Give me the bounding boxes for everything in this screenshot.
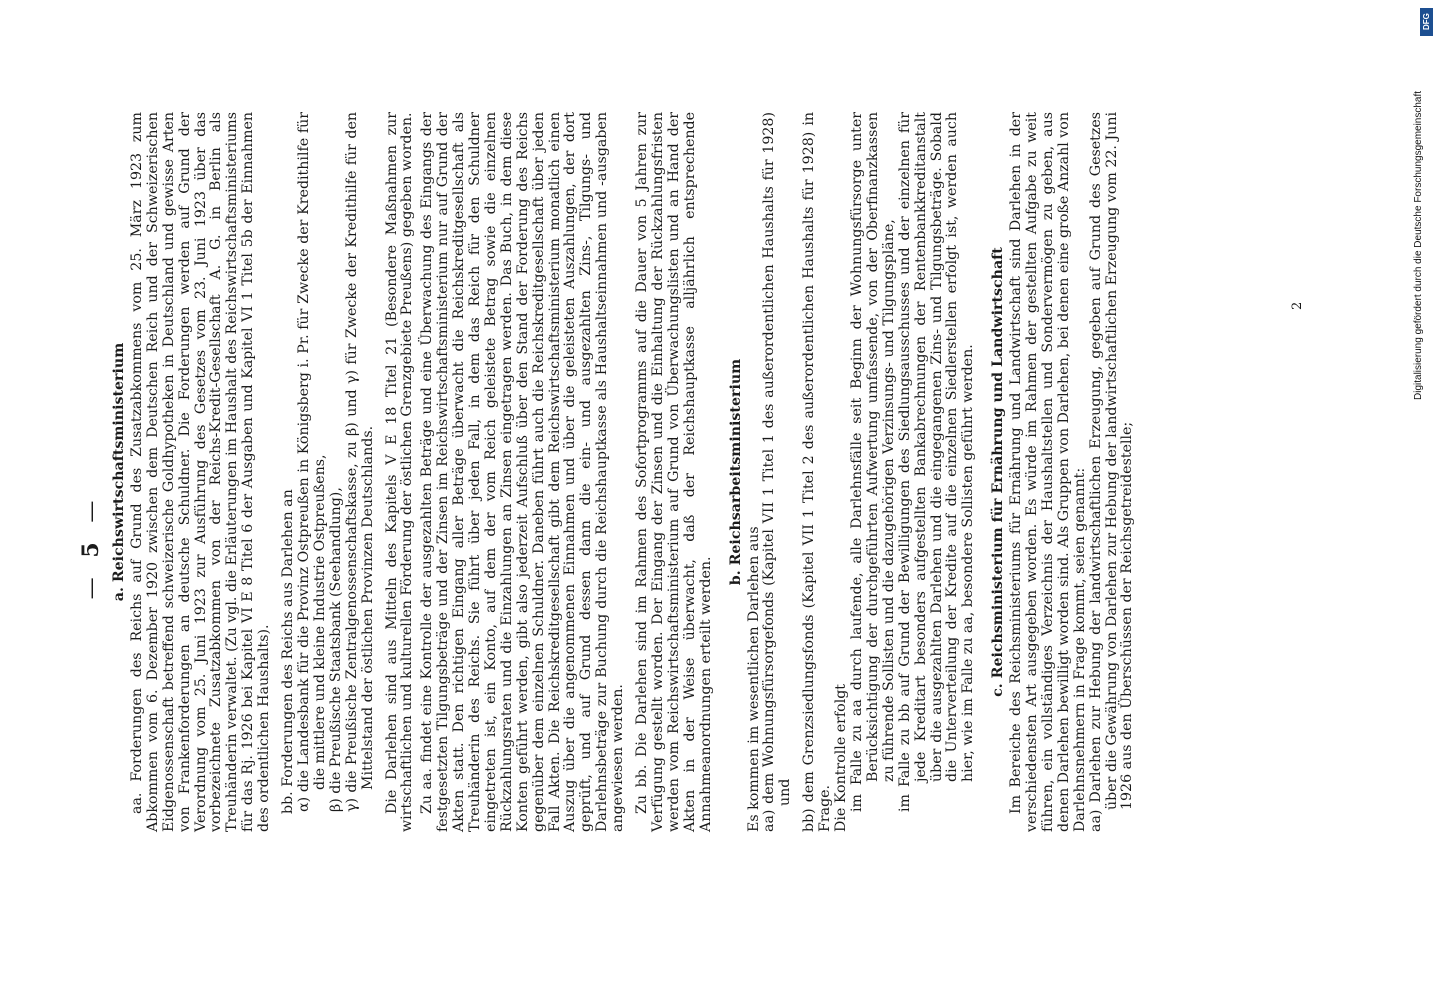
section-a-beta: β) die Preußische Staatsbank (Seehandlung),	[327, 487, 344, 812]
digitization-note: Digitalisierung gefördert durch die Deutsche Forschungsgemeinschaft	[1413, 90, 1424, 400]
section-a-heading: a. Reichswirtschaftsministerium	[111, 342, 127, 602]
section-a-p1: Die Darlehen sind aus Mitteln des Kapitels V E 18 Titel 21 (Besondere Maßnahmen zur wirtschaftlichen und kulturellen Förderung der östlichen Grenzgebiete Preußens) gegeben worden.	[383, 112, 416, 832]
footer-number: 2	[1290, 301, 1305, 310]
dfg-logo: DFG	[1420, 8, 1433, 36]
section-c-heading: c. Reichsministerium für Ernährung und Landwirtschaft	[990, 247, 1007, 697]
section-b-control: Die Kontrolle erfolgt	[833, 683, 850, 832]
section-b-c1: im Falle zu aa durch laufende, alle Darlehnsfälle seit Beginn der Wohnungsfürsorge unter Berücksichtigung der durchgeführten Aufwertung umfassende, von der Oberfinanzkassen zu führende Sollisten und die dazugehörigen Verzinsungs- und Tilgungspläne,	[848, 112, 897, 812]
section-b-intro: Es kommen im wesentlichen Darlehen aus	[745, 526, 762, 832]
section-a-p3: Zu bb. Die Darlehen sind im Rahmen des Sofortprogramms auf die Dauer von 5 Jahren zur Verfügung gestellt worden. Der Eingang der Zinsen und die Einhaltung der Rückzahlungsfristen werden vom Reichswirtschaftsministerium auf Grund von Überwachungslisten und an Hand der Akten in der Weise überwacht, daß der Reichshauptkasse alljährlich entsprechende Annahmeanordnungen erteilt werden.	[634, 112, 714, 832]
section-b-heading: b. Reichsarbeitsministerium	[727, 358, 744, 586]
section-a-p2: Zu aa. findet eine Kontrolle der ausgezahlten Beträge und eine Überwachung des Eingangs der festgesetzten Tilgungsbeträge und der Zinsen im Reichswirtschaftsministerium nur auf Grund der Akten statt. Den richtigen Eingang aller Beträge überwacht die Reichskreditgesellschaft als Treuhänderin des Reichs. Sie führt über jeden Fall, in dem das Reich für den Schuldner eingetreten ist, ein Konto, auf dem der vom Reich geleistete Betrag sowie die einzelnen Rückzahlungsraten und die Einzahlungen an Zinsen eingetragen werden. Das Buch, in dem diese Konten geführt werden, gibt also jederzeit Aufschluß über den Stand der Forderung des Reichs gegenüber dem einzelnen Schuldner. Daneben führt auch die Reichskreditgesellschaft über jeden Fall Akten. Die Reichskreditgesellschaft gibt dem Reichswirtschaftsministerium monatlich einen Auszug über die angenommenen Einnahmen und über die geleisteten Auszahlungen, der dort geprüft, und auf Grund dessen dann die ein- und ausgezahlten Zins-, Tilgungs- und Darlehnsbeträge zur Buchung durch die Reichshauptkasse als Haushaltseinnahmen und -ausgaben angewiesen werden.	[419, 112, 627, 832]
section-c-p1: Im Bereiche des Reichsministeriums für Ernährung und Landwirtschaft sind Darlehen in der verschiedensten Art ausgegeben worden. Es würde im Rahmen der gestellten Aufgabe zu weit führen, ein vollständiges Verzeichnis der Haushaltstellen und Sondervermögen zu geben, aus denen Darlehen bewilligt worden sind. Als Gruppen von Darlehen, bei denen eine große Anzahl von Darlehnsnehmern in Frage kommt, seien genannt:	[1008, 112, 1088, 832]
section-c-aa: aa) Darlehen zur Hebung der landwirtschaftlichen Erzeugung, gegeben auf Grund des Gesetzes über die Gewährung von Darlehen zur Hebung der landwirtschaftlichen Erzeugung vom 22. Juni 1926 aus den Überschüssen der Reichsgetreidestelle;	[1087, 112, 1136, 832]
section-a-gamma: γ) die Preußische Zentralgenossenschaftskasse, zu β) und γ) für Zwecke der Kredithilfe für den Mittelstand der östlichen Provinzen Deutschlands.	[343, 112, 376, 812]
page-number: — 5 —	[78, 500, 104, 600]
section-a-aa: aa. Forderungen des Reichs auf Grund des Zusatzabkommens vom 25. März 1923 zum Abkommen vom 6. Dezember 1920 zwischen dem Deutschen Reich und der Schweizerischen Eidgenossenschaft betreffend schweizerische Goldhypotheken in Deutschland und gewisse Arten von Frankenforderungen an deutsche Schuldner. Die Forderungen werden auf Grund der Verordnung vom 25. Juni 1923 zur Ausführung des Gesetzes vom 23. Juni 1923 über das vorbezeichnete Zusatzabkommen von der Reichs-Kredit-Gesellschaft A. G. in Berlin als Treuhänderin verwaltet. (Zu vgl. die Erläuterungen im Haushalt des Reichswirtschaftsministeriums für das Rj. 1926 bei Kapitel VI E 8 Titel 6 der Ausgaben und Kapitel VI 1 Titel 5b der Einnahmen des ordentlichen Haushalts).	[128, 112, 273, 832]
section-a-bb-intro: bb. Forderungen des Reichs aus Darlehen an	[280, 489, 297, 814]
section-a-alpha: α) die Landesbank für die Provinz Ostpreußen in Königsberg i. Pr. für Zwecke der Kredithilfe für die mittlere und kleine Industrie Ostpreußens,	[295, 112, 328, 812]
text-column	[112, 112, 1136, 832]
section-b-c2: im Falle zu bb auf Grund der Bewilligungen des Siedlungsausschusses und der einzelnen für jede Kreditart besonders aufgestellten Bankabrechnungen der Rentenbankkreditanstalt über die ausgezahlten Darlehen und die eingegangenen Zins- und Tilgungsbeträge. Sobald die Unterverteilung der Kredite auf die einzelnen Siedlerstellen erfolgt ist, werden auch hier, wie im Falle zu aa, besondere Sollisten geführt werden.	[896, 112, 977, 812]
page-number-value: 5	[78, 542, 104, 558]
section-b-bb: bb) dem Grenzsiedlungsfonds (Kapitel VII 1 Titel 2 des außerordentlichen Haushalts für 1928) in Frage.	[801, 112, 834, 832]
section-b-aa: aa) dem Wohnungsfürsorgefonds (Kapitel VII 1 Titel 1 des außerordentlichen Haushalts für 1928) und	[761, 112, 794, 832]
